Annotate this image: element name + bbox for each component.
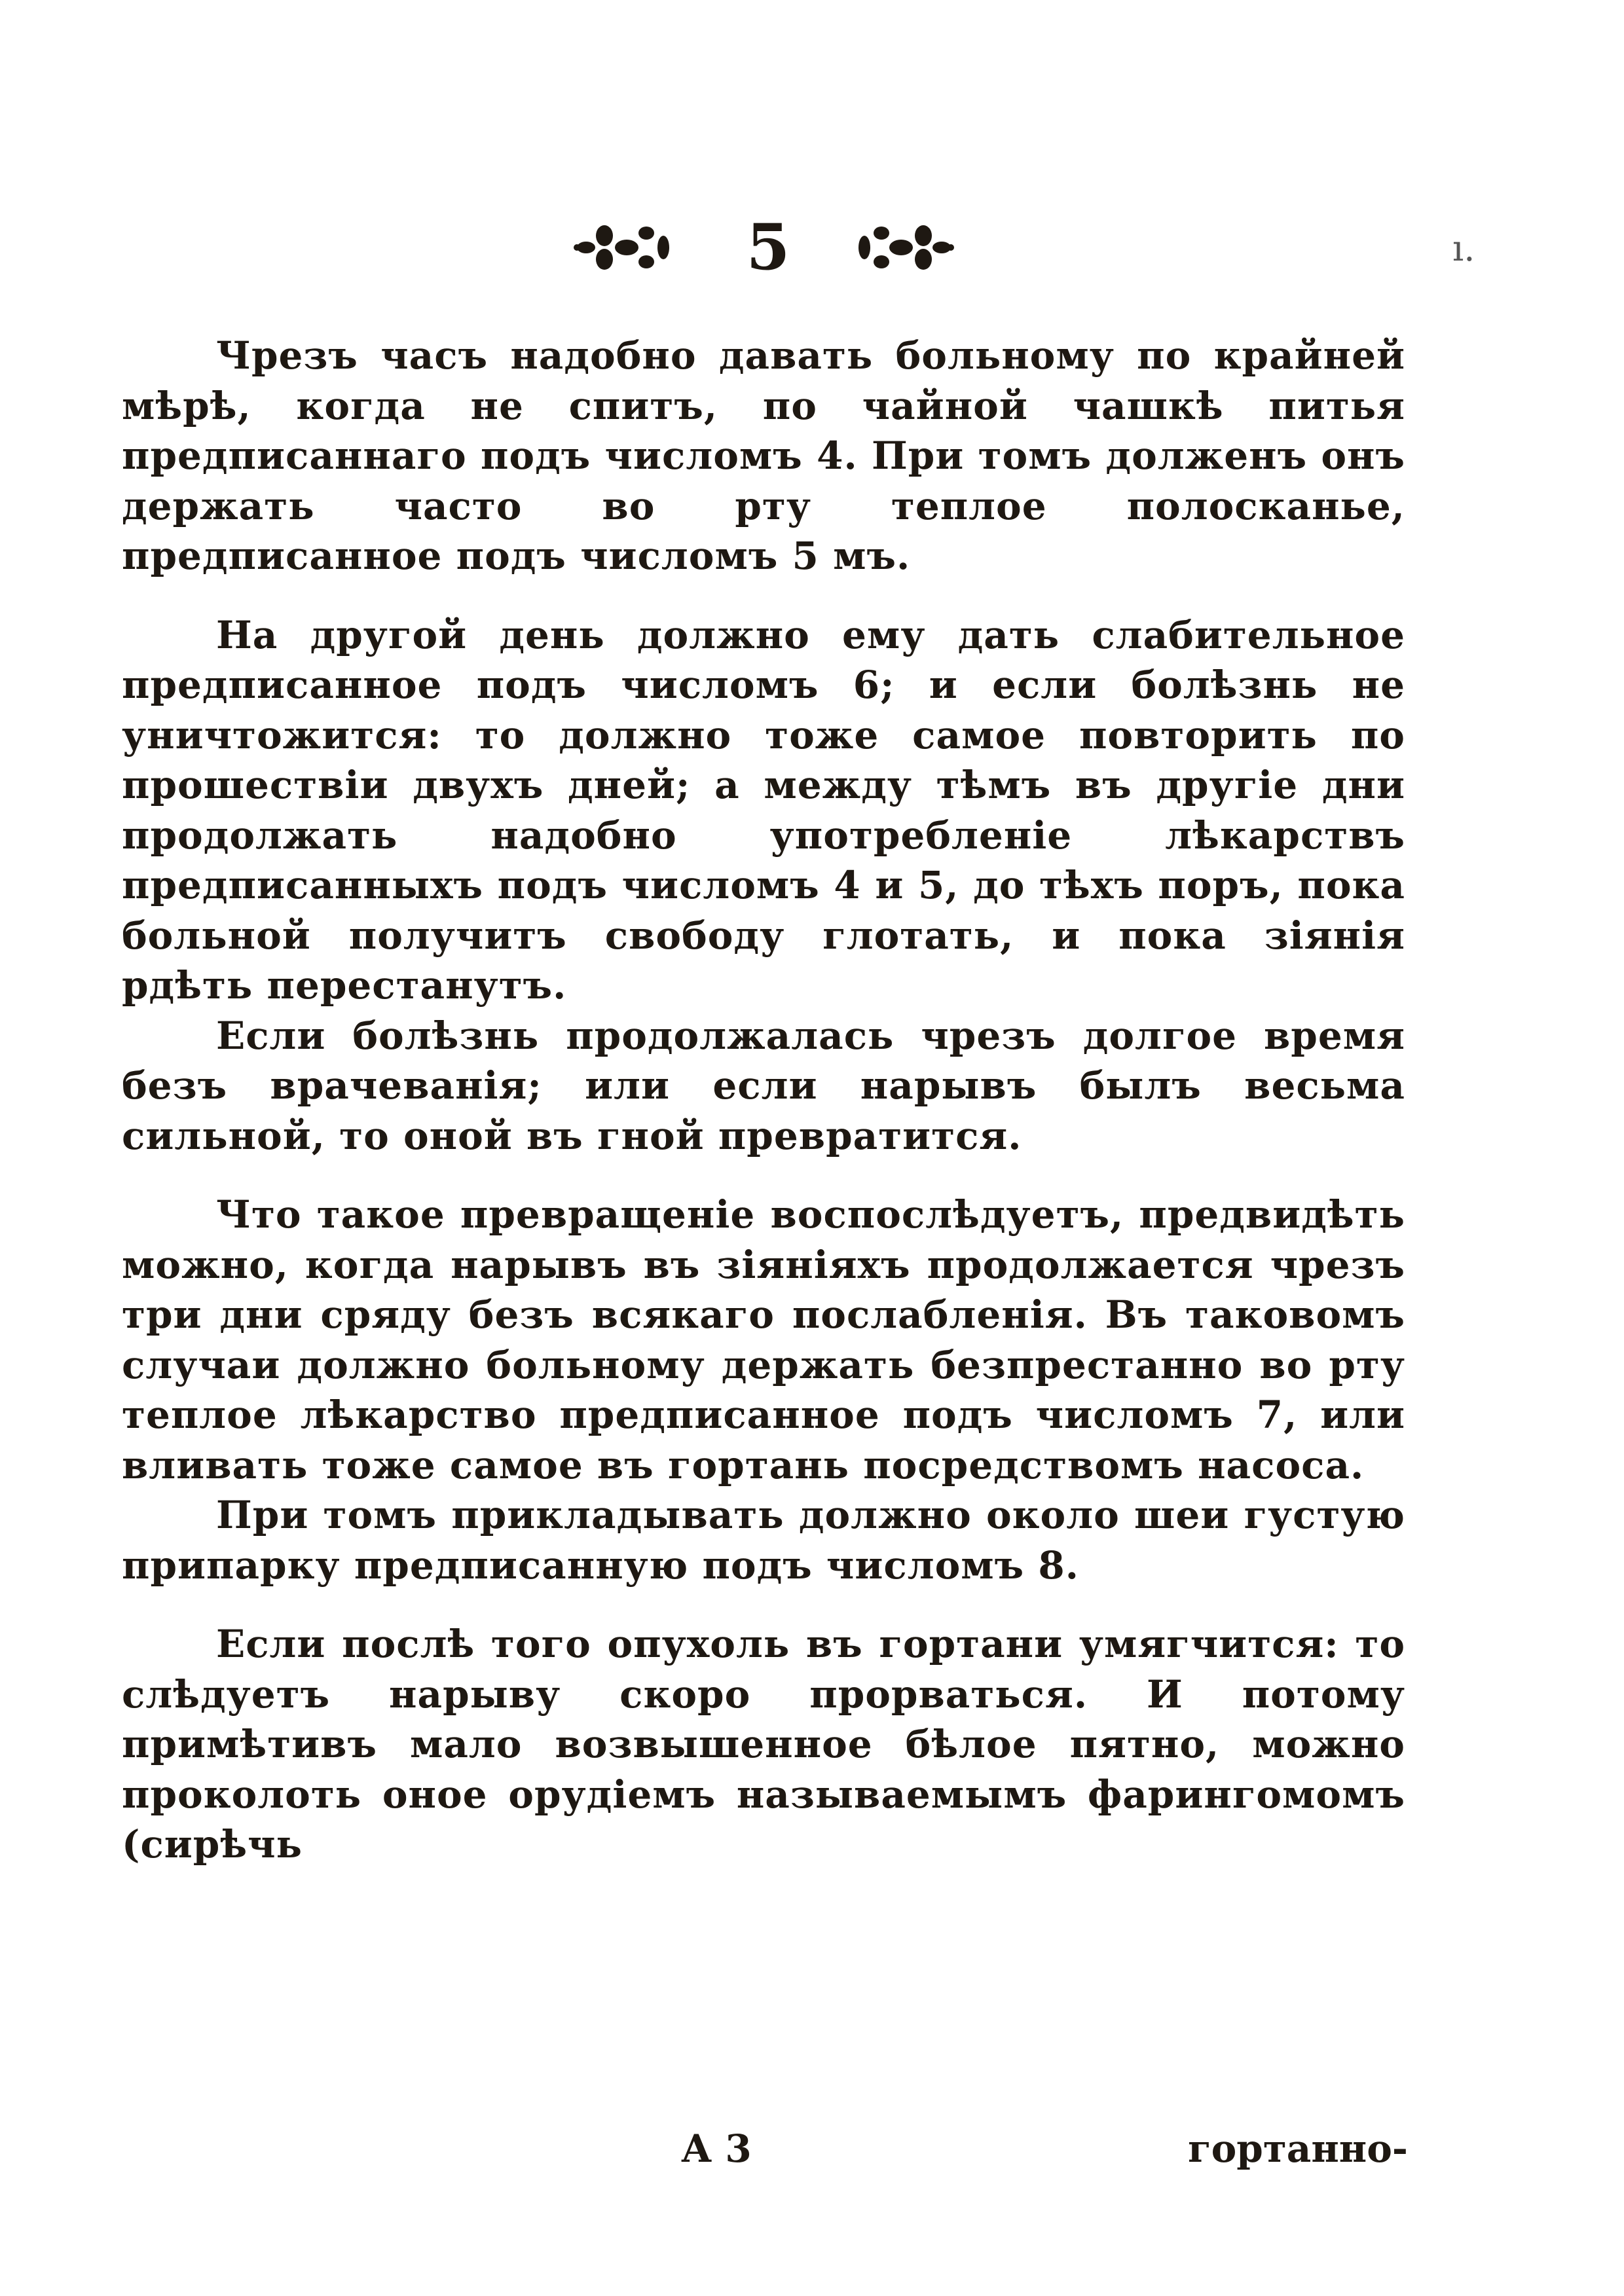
page-header bbox=[0, 208, 1624, 287]
page-number: 5 bbox=[746, 210, 790, 284]
margin-mark: ı. bbox=[1452, 228, 1475, 269]
signature-mark: А 3 bbox=[681, 2126, 752, 2171]
catchword: гортанно- bbox=[1188, 2126, 1408, 2171]
paragraph: На другой день должно ему дать слабительное предписанное подъ числомъ 6; и если болѣзнь не уничтожится: то должно тоже самое повторить по прошествіи двухъ дней; а между тѣмъ въ другіе дни продолжать надобно употребленіе лѣкарствъ предписанныхъ подъ числомъ 4 и 5, до тѣхъ поръ, пока больной получитъ свободу глотать, и пока зіянія рдѣть перестанутъ. bbox=[122, 612, 1405, 1008]
floral-ornament-left-icon bbox=[573, 216, 671, 279]
paragraph: Что такое превращеніе воспослѣдуетъ, предвидѣть можно, когда нарывъ въ зіяніяхъ продолжается чрезъ три дни сряду безъ всякаго послабленія. Въ таковомъ случаи должно больному держать безпрестанно во рту теплое лѣкарство предписанное подъ числомъ 7, или вливать тоже самое въ гортань посредствомъ насоса. bbox=[122, 1192, 1405, 1487]
paragraph: Если болѣзнь продолжалась чрезъ долгое время безъ врачеванія; или если нарывъ былъ весьма сильной, то оной въ гной превратится. bbox=[122, 1013, 1405, 1158]
page-body bbox=[122, 331, 1405, 1870]
page-footer bbox=[0, 2116, 1624, 2181]
floral-ornament-right-icon bbox=[857, 216, 955, 279]
paragraph: Чрезъ часъ надобно давать больному по крайней мѣрѣ, когда не спитъ, по чайной чашкѣ питья предписаннаго подъ числомъ 4. При томъ долженъ онъ держать часто во рту теплое полосканье, предписанное подъ числомъ 5 мъ. bbox=[122, 333, 1405, 578]
paragraph: Если послѣ того опухоль въ гортани умягчится: то слѣдуетъ нарыву скоро прорваться. И потому примѣтивъ мало возвышенное бѣлое пятно, можно проколоть оное орудіемъ называемымъ фарингомомъ (сирѣчь bbox=[122, 1622, 1405, 1867]
paragraph: При томъ прикладывать должно около шеи густую припарку предписанную подъ числомъ 8. bbox=[122, 1493, 1405, 1588]
